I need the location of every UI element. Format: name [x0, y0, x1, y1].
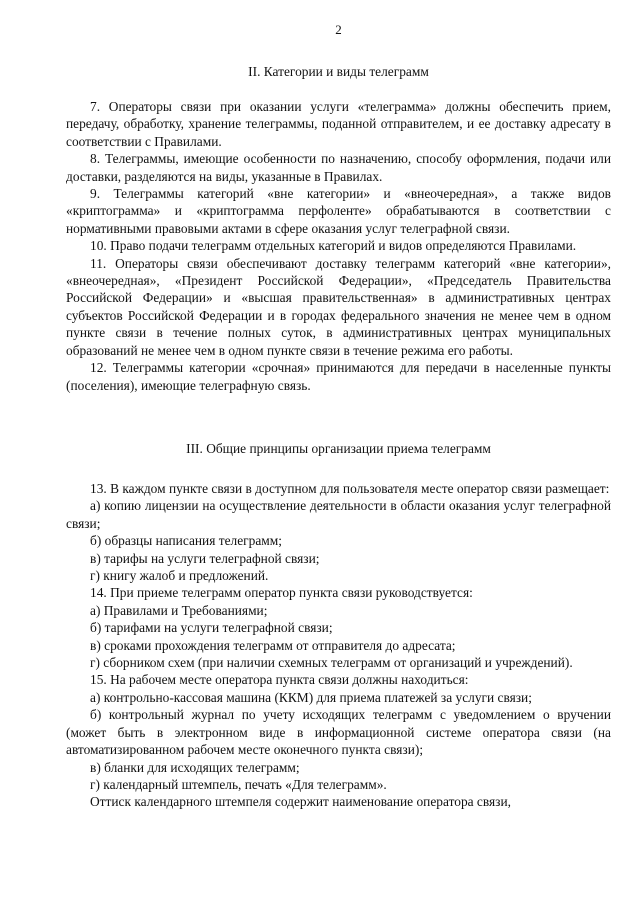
paragraph-8: 8. Телеграммы, имеющие особенности по назначению, способу оформления, подачи или доставки, разделяются на виды, указанные в Правилах.: [66, 151, 611, 184]
list-item: б) контрольный журнал по учету исходящих телеграмм с уведомлением о вручении (может быть в электронном виде в информационной системе оператора связи (на автоматизированном рабочем месте оконечного пункта связи);: [66, 707, 611, 758]
list-item: г) сборником схем (при наличии схемных телеграмм от организаций и учреждений).: [90, 655, 573, 671]
section-3-heading: III. Общие принципы организации приема телеграмм: [186, 441, 491, 456]
section-3-body: [66, 480, 611, 811]
section-2-heading: II. Категории и виды телеграмм: [248, 64, 429, 79]
paragraph-9: 9. Телеграммы категорий «вне категории» и «внеочередная», а также видов «криптограмма» и «криптограмма перфоленте» обрабатываются в соответствии с нормативными правовыми актами в сфере оказания услуг телеграфной связи.: [66, 186, 611, 236]
list-item: б) тарифами на услуги телеграфной связи;: [90, 620, 333, 636]
paragraph-14: 14. При приеме телеграмм оператор пункта связи руководствуется:: [90, 585, 473, 601]
list-item: г) календарный штемпель, печать «Для телеграмм».: [90, 776, 387, 792]
paragraph-7: 7. Операторы связи при оказании услуги «телеграмма» должны обеспечить прием, передачу, обработку, хранение телеграммы, поданной отправителем, и ее доставку адресату в соответствии с Правилами.: [66, 99, 611, 149]
paragraph-15: 15. На рабочем месте оператора пункта связи должны находиться:: [90, 672, 469, 688]
list-item: в) сроками прохождения телеграмм от отправителя до адресата;: [90, 637, 456, 653]
list-item: а) Правилами и Требованиями;: [90, 602, 268, 618]
page-number: 2: [335, 22, 342, 37]
paragraph-12: 12. Телеграммы категории «срочная» принимаются для передачи в населенные пункты (поселения), имеющие телеграфную связь.: [66, 360, 611, 393]
paragraph-13: 13. В каждом пункте связи в доступном для пользователя месте оператор связи размещает:: [90, 481, 610, 496]
list-item: в) тарифы на услуги телеграфной связи;: [90, 550, 320, 566]
list-item: б) образцы написания телеграмм;: [90, 533, 282, 549]
list-item: в) бланки для исходящих телеграмм;: [90, 759, 300, 775]
paragraph-stamp-note: Оттиск календарного штемпеля содержит наименование оператора связи,: [90, 794, 511, 810]
section-2-body: [66, 98, 611, 394]
paragraph-11: 11. Операторы связи обеспечивают доставку телеграмм категорий «вне категории», «внеочередная», «Президент Российской Федерации», «Председатель Правительства Российской Федерации» и «высшая правительственная» в административных центрах субъектов Российской Федерации и в городах федерального значения не менее чем в одном пункте связи в течение полных суток, в административных центрах муниципальных образований не менее чем в одном пункте связи в течение режима его работы.: [66, 255, 611, 358]
list-item: г) книгу жалоб и предложений.: [90, 568, 269, 584]
list-item: а) копию лицензии на осуществление деятельности в области оказания услуг телеграфной связи;: [66, 498, 611, 531]
list-item: а) контрольно-кассовая машина (ККМ) для приема платежей за услуги связи;: [90, 689, 532, 705]
paragraph-10: 10. Право подачи телеграмм отдельных категорий и видов определяются Правилами.: [90, 238, 577, 254]
